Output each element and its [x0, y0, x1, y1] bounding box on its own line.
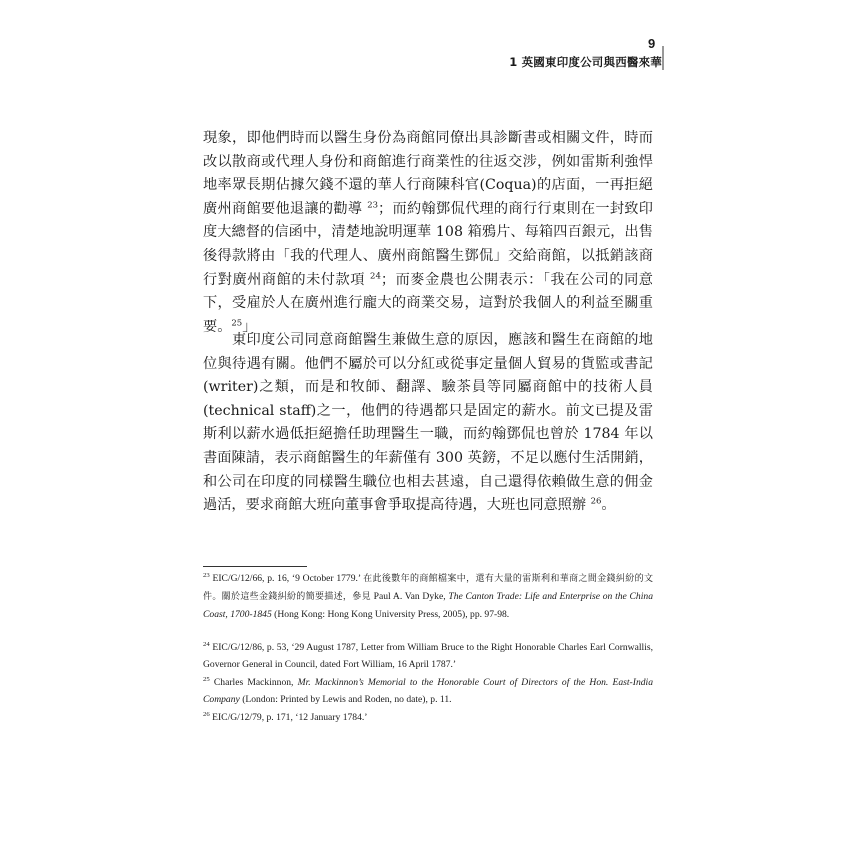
footnote-chinese-text: 在此後數年的商館檔案中，還有大量的雷斯利和華商之間金錢糾紛的文件。關於這些金錢糾紛的簡要描述，參見: [203, 574, 653, 602]
footnote-number: 23: [203, 571, 210, 579]
footnote-book-title: Mr. Mackinnon’s Memorial to the Honorable Court of Directors of the Hon. East-India Company: [203, 677, 653, 705]
footnote-number: 25: [203, 675, 210, 683]
footnote-ref-24: 24: [370, 270, 381, 281]
footnote-26: [203, 709, 653, 726]
footnote-text: EIC/G/12/86, p. 53, ‘29 August 1787, Letter from William Bruce to the Right Honorable Charles Earl Cornwallis, Governor General in Council, dated Fort William, 16 April 1787.’: [203, 642, 653, 670]
running-head: 1 英國東印度公司與西醫來華: [509, 55, 662, 69]
page-number: 9: [648, 36, 656, 51]
footnote-text: Charles Mackinnon,: [213, 677, 294, 688]
paragraph-text: 。: [601, 497, 616, 514]
footnote-ref-23: 23: [367, 200, 379, 211]
footnote-number: 24: [203, 640, 210, 648]
paragraph-text: ；而麥金農也公開表示：「我在公司的同意下，受雇於人在廣州進行龐大的商業交易，這對於我個人的利益至關重要。: [203, 271, 653, 335]
body-paragraph-2: [203, 329, 653, 518]
footnote-text: (Hong Kong: Hong Kong University Press, 2005), pp. 97-98.: [274, 609, 510, 620]
footnote-25: [203, 674, 653, 708]
paragraph-text: 現象，即他們時而以醫生身份為商館同僚出具診斷書或相關文件，時而改以散商或代理人身份和商館進行商業性的往返交涉，例如雷斯利強悍地率眾長期佔據欠錢不還的華人行商陳科官(Coqua)的店面，一再拒絕廣州商館要他退讓的勸導: [203, 130, 653, 217]
footnote-number: 26: [203, 710, 210, 718]
header-rule: [662, 46, 672, 70]
footnote-text: (London: Printed by Lewis and Roden, no date), p. 11.: [242, 694, 452, 705]
paragraph-text: 」: [242, 318, 257, 335]
footnote-separator: [203, 566, 307, 567]
footnote-23: [203, 570, 653, 623]
footnote-text: Paul A. Van Dyke,: [373, 591, 446, 602]
paragraph-text: ；而約翰鄧侃代理的商行行東則在一封致印度大總督的信函中，清楚地說明運華 108 箱鴉片、每箱四百銀元，出售後得款將由「我的代理人、廣州商館醫生鄧侃」交給商館，以抵銷該商行對廣州商館的未付款項: [203, 200, 653, 288]
footnote-book-title: The Canton Trade: Life and Enterprise on the China Coast, 1700-1845: [203, 591, 653, 620]
body-paragraph-1: [203, 127, 653, 339]
footnote-ref-26: 26: [590, 496, 602, 507]
paragraph-text: 東印度公司同意商館醫生兼做生意的原因，應該和醫生在商館的地位與待遇有關。他們不屬於可以分紅或從事定量個人貿易的貨監或書記(writer)之類，而是和牧師、翻譯、驗茶員等同屬商館中的技術人員(technical staff)之一，他們的待遇都只是固定的薪水。前文已提及雷斯利以薪水過低拒絕擔任助理醫生一職，而約翰鄧侃也曾於 1784 年以書面陳請，表示商館醫生的年薪僅有 300 英鎊，不足以應付生活開銷，和公司在印度的同樣醫生職位也相去甚遠，自己還得依賴做生意的佣金過活，要求商館大班向董事會爭取提高待遇，大班也同意照辦: [203, 332, 653, 514]
footnote-ref-25: 25: [231, 318, 243, 329]
footnote-text: EIC/G/12/79, p. 171, ‘12 January 1784.’: [212, 712, 368, 723]
footnote-text: EIC/G/12/66, p. 16, ‘9 October 1779.’: [212, 573, 361, 584]
footnote-24: [203, 639, 653, 673]
